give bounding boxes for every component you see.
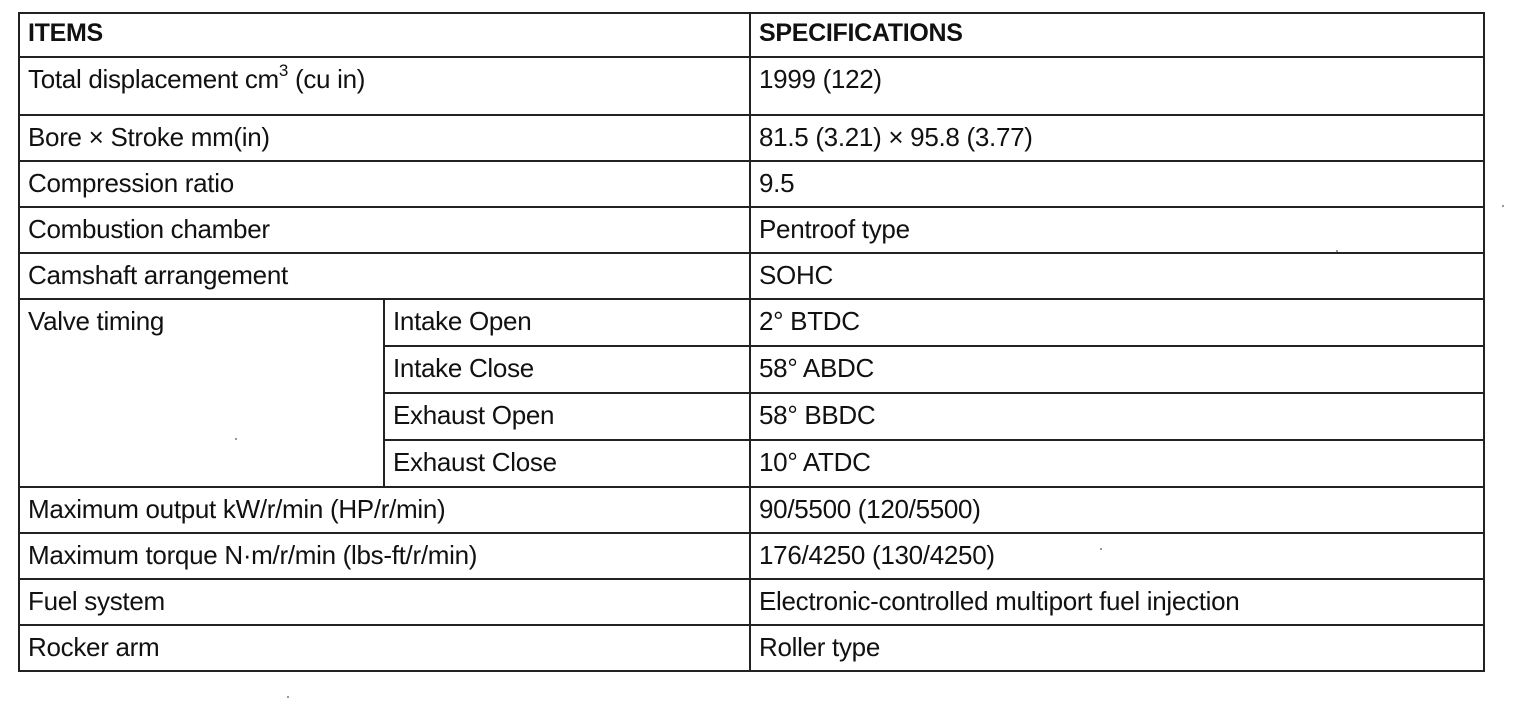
specifications-header: SPECIFICATIONS <box>750 13 1484 57</box>
valve-timing-sub-label: Exhaust Open <box>384 393 750 440</box>
maximum-output-value: 90/5500 (120/5500) <box>750 487 1484 533</box>
fuel-system-value: Electronic-controlled multiport fuel injection <box>750 579 1484 625</box>
fuel-system-label: Fuel system <box>19 579 750 625</box>
bore-stroke-value: 81.5 (3.21) × 95.8 (3.77) <box>750 115 1484 161</box>
maximum-torque-label: Maximum torque N·m/r/min (lbs-ft/r/min) <box>19 533 750 579</box>
camshaft-arrangement-value: SOHC <box>750 253 1484 299</box>
valve-timing-sub-label: Intake Close <box>384 346 750 393</box>
table-row <box>19 253 1484 299</box>
table-row <box>19 161 1484 207</box>
scan-speck <box>1336 250 1338 252</box>
valve-timing-value: 58° ABDC <box>750 346 1484 393</box>
compression-ratio-value: 9.5 <box>750 161 1484 207</box>
table-row <box>19 207 1484 253</box>
compression-ratio-label: Compression ratio <box>19 161 750 207</box>
table-row <box>19 487 1484 533</box>
table-row <box>19 299 1484 346</box>
rocker-arm-label: Rocker arm <box>19 625 750 671</box>
table-row <box>19 533 1484 579</box>
valve-timing-value: 10° ATDC <box>750 440 1484 487</box>
table-row <box>19 579 1484 625</box>
valve-timing-value: 58° BBDC <box>750 393 1484 440</box>
scan-speck <box>1100 548 1102 550</box>
valve-timing-value: 2° BTDC <box>750 299 1484 346</box>
valve-timing-sub-label: Exhaust Close <box>384 440 750 487</box>
bore-stroke-label: Bore × Stroke mm(in) <box>19 115 750 161</box>
maximum-torque-value: 176/4250 (130/4250) <box>750 533 1484 579</box>
rocker-arm-value: Roller type <box>750 625 1484 671</box>
items-header: ITEMS <box>19 13 750 57</box>
camshaft-arrangement-label: Camshaft arrangement <box>19 253 750 299</box>
total-displacement-label: Total displacement $cm^3$ (cu in) <box>19 57 750 115</box>
valve-timing-label: Valve timing <box>19 299 384 487</box>
scan-speck <box>287 696 289 698</box>
table-row <box>19 625 1484 671</box>
table-row <box>19 115 1484 161</box>
engine-specifications-table <box>18 12 1485 672</box>
combustion-chamber-label: Combustion chamber <box>19 207 750 253</box>
total-displacement-value: 1999 (122) <box>750 57 1484 115</box>
valve-timing-sub-label: Intake Open <box>384 299 750 346</box>
maximum-output-label: Maximum output kW/r/min (HP/r/min) <box>19 487 750 533</box>
scan-speck <box>235 438 237 440</box>
combustion-chamber-value: Pentroof type <box>750 207 1484 253</box>
scan-speck <box>1502 205 1504 207</box>
table-header-row <box>19 13 1484 57</box>
table-row <box>19 57 1484 115</box>
